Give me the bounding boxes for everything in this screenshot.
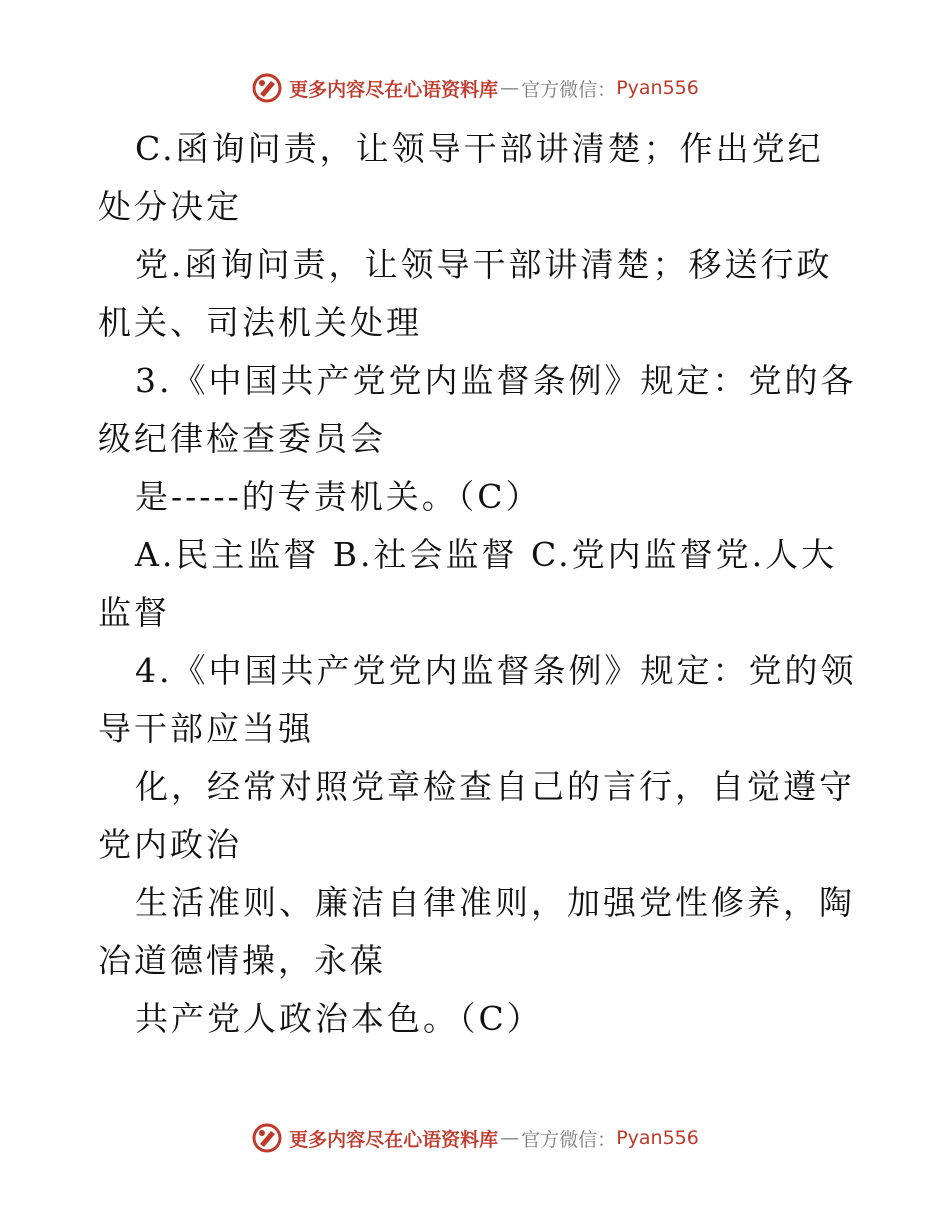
paragraph: 化，经常对照党章检查自己的言行，自觉遵守党内政治 [98, 767, 855, 864]
paragraph: 党.函询问责，让领导干部讲清楚；移送行政机关、司法机关处理 [98, 245, 833, 342]
paragraph: 生活准则、廉洁自律准则，加强党性修养，陶冶道德情操，永葆 [98, 883, 855, 980]
banner-separator: — [500, 1127, 520, 1149]
logo-icon [251, 1122, 283, 1154]
footer-banner [0, 1122, 950, 1154]
banner-handle: Pyan556 [616, 77, 699, 99]
paragraph: 是-----的专责机关。（C） [135, 477, 542, 516]
paragraph: 共产党人政治本色。（C） [135, 999, 543, 1038]
paragraph: C.函询问责，让领导干部讲清楚；作出党纪处分决定 [98, 129, 824, 226]
banner-text: 更多内容尽在心语资料库 [289, 78, 499, 101]
banner-wechat-label: 官方微信： [521, 1128, 617, 1151]
logo-icon [251, 72, 283, 104]
paragraph: A.民主监督 B.社会监督 C.党内监督党.人大监督 [98, 535, 838, 632]
paragraph: 3.《中国共产党党内监督条例》规定：党的各级纪律检查委员会 [98, 361, 857, 458]
paragraph: 4.《中国共产党党内监督条例》规定：党的领导干部应当强 [98, 651, 857, 748]
banner-text: 更多内容尽在心语资料库 [289, 1128, 499, 1151]
header-banner [0, 72, 950, 104]
document-body [98, 120, 858, 1048]
banner-handle: Pyan556 [616, 1127, 699, 1149]
banner-separator: — [500, 77, 520, 99]
banner-wechat-label: 官方微信： [521, 78, 617, 101]
